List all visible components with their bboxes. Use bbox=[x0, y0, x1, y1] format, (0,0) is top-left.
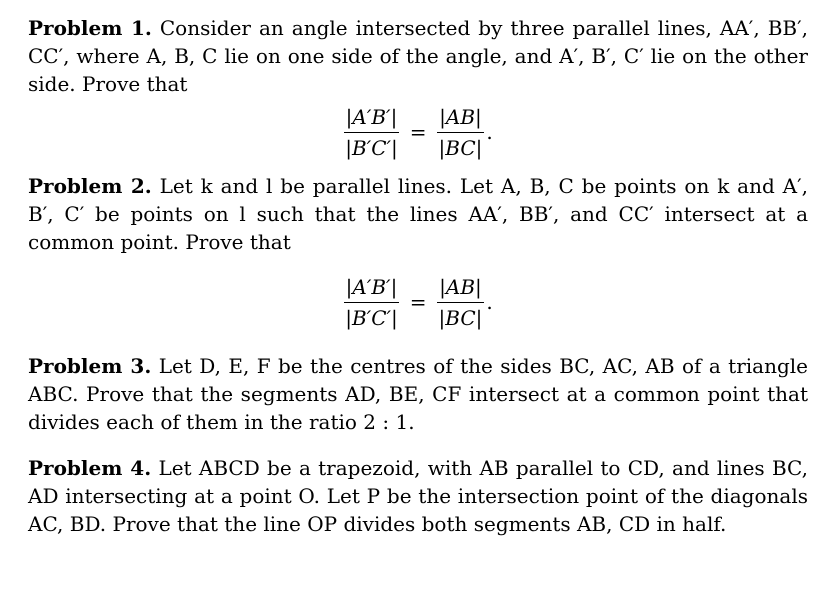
problem-4-heading: Problem 4. bbox=[28, 456, 152, 480]
problem-2-left-fraction bbox=[343, 274, 400, 331]
problem-4 bbox=[28, 454, 808, 538]
problem-2-heading: Problem 2. bbox=[28, 174, 152, 198]
problem-1-right-numerator: |AB| bbox=[437, 104, 484, 133]
problem-1 bbox=[28, 14, 808, 98]
problem-2-text: Let k and l be parallel lines. Let A, B, C be points on k and A′, B′, C′ be points on l such that the lines AA′, BB′, and CC′ intersect at a common point. Prove that bbox=[28, 174, 808, 254]
problem-1-left-denominator: |B′C′| bbox=[345, 135, 398, 160]
problem-2-equals-sign: = bbox=[409, 290, 427, 314]
problem-2-formula-period: . bbox=[486, 290, 493, 314]
problem-1-text: Consider an angle intersected by three parallel lines, AA′, BB′, CC′, where A, B, C lie on one side of the angle, and A′, B′, C′ lie on the other side. Prove that bbox=[28, 16, 808, 96]
problem-1-right-denominator: |BC| bbox=[438, 135, 483, 160]
problem-1-left-numerator: |A′B′| bbox=[344, 104, 400, 133]
problem-3-heading: Problem 3. bbox=[28, 354, 152, 378]
problem-1-left-fraction bbox=[343, 104, 400, 161]
problem-2-left-denominator: |B′C′| bbox=[345, 305, 398, 330]
problem-2 bbox=[28, 172, 808, 256]
problem-3 bbox=[28, 352, 808, 436]
problem-1-formula bbox=[28, 100, 808, 164]
problem-2-right-denominator: |BC| bbox=[438, 305, 483, 330]
problem-2-right-fraction bbox=[437, 274, 485, 331]
problem-3-text: Let D, E, F be the centres of the sides BC, AC, AB of a triangle ABC. Prove that the segments AD, BE, CF intersect at a common point that divides each of them in the ratio 2 : 1. bbox=[28, 354, 808, 434]
problem-2-right-numerator: |AB| bbox=[437, 274, 484, 303]
problem-2-formula bbox=[28, 270, 808, 334]
problem-1-heading: Problem 1. bbox=[28, 16, 152, 40]
problem-4-text: Let ABCD be a trapezoid, with AB parallel to CD, and lines BC, AD intersecting at a point O. Let P be the intersection point of the diagonals AC, BD. Prove that the line OP divides both segments AB, CD in half. bbox=[28, 456, 808, 536]
problem-1-formula-period: . bbox=[486, 120, 493, 144]
problem-1-right-fraction bbox=[437, 104, 485, 161]
problem-2-left-numerator: |A′B′| bbox=[344, 274, 400, 303]
problem-1-equals-sign: = bbox=[409, 120, 427, 144]
